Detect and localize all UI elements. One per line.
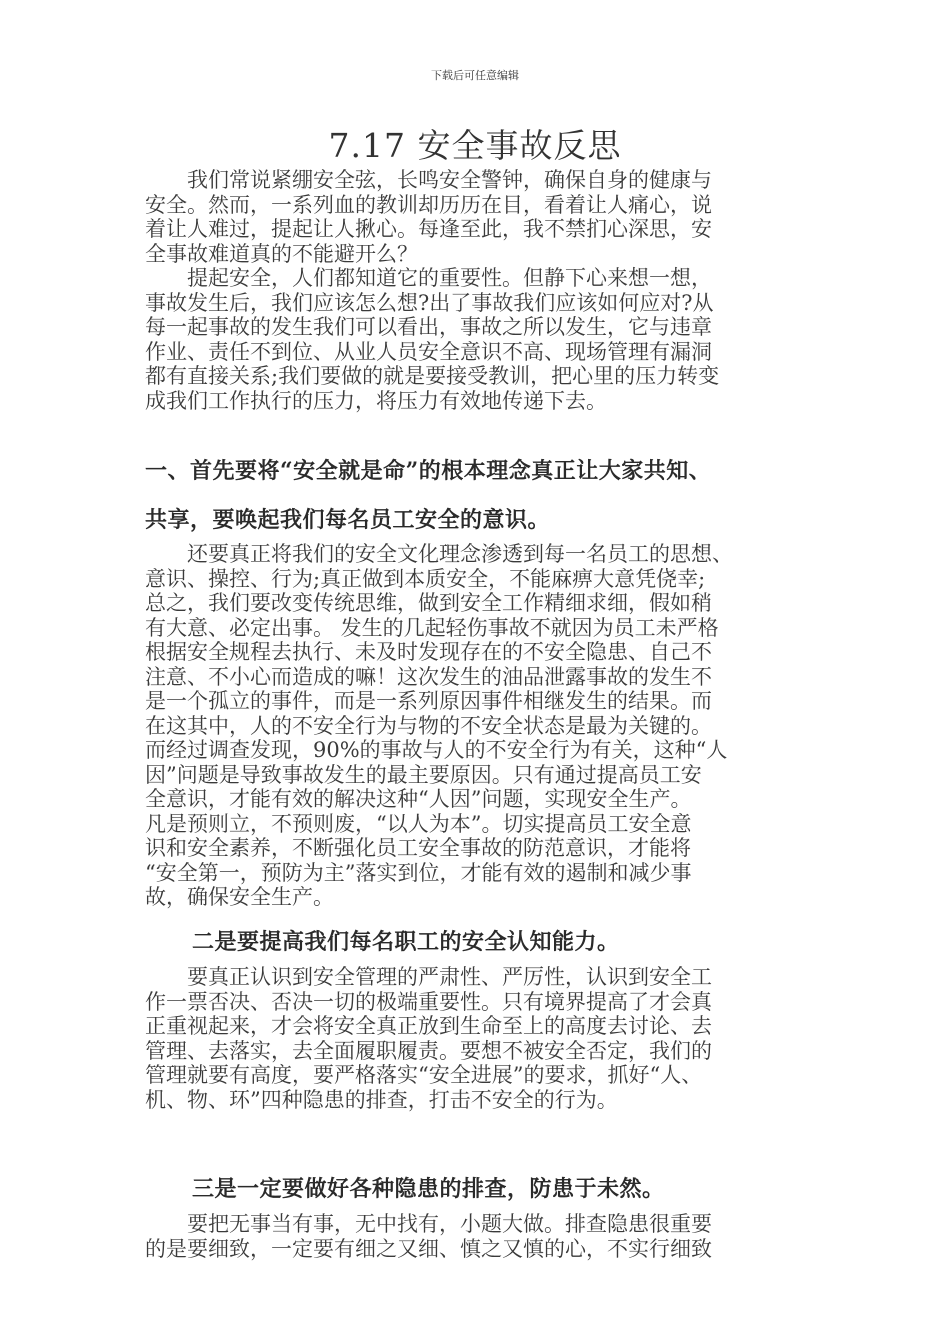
paragraph-line: 注意、不小心而造成的嘛！这次发生的油品泄露事故的发生不 xyxy=(145,664,712,689)
document-title: 7.17 安全事故反思 xyxy=(328,126,622,165)
paragraph-line: 意识、操控、行为;真正做到本质安全，不能麻痹大意凭侥幸; xyxy=(145,566,706,591)
paragraph-line: 识和安全素养，不断强化员工安全事故的防范意识，才能将 xyxy=(145,836,691,860)
paragraph-line: 要把无事当有事，无中找有，小题大做。排查隐患很重要 xyxy=(145,1212,712,1236)
paragraph-line: “安全第一，预防为主”落实到位，才能有效的遏制和减少事 xyxy=(145,860,692,885)
paragraph-line: 成我们工作执行的压力，将压力有效地传递下去。 xyxy=(145,388,607,413)
paragraph-line: 都有直接关系;我们要做的就是要接受教训，把心里的压力转变 xyxy=(145,364,720,388)
paragraph-line: 机、物、环”四种隐患的排查，打击不安全的行为。 xyxy=(145,1087,618,1112)
page-header: 下载后可任意编辑 xyxy=(431,69,519,82)
paragraph-line: 提起安全，人们都知道它的重要性。但静下心来想一想， xyxy=(145,266,712,290)
paragraph-line: 正重视起来，才会将安全真正放到生命至上的高度去讨论、去 xyxy=(145,1014,712,1038)
section-heading-1-line-1: 一、首先要将“安全就是命”的根本理念真正让大家共知、 xyxy=(145,458,712,484)
paragraph-line: 全意识，才能有效的解决这种“人因”问题，实现安全生产。 xyxy=(145,787,692,811)
paragraph-line: 每一起事故的发生我们可以看出，事故之所以发生，它与违章 xyxy=(145,315,712,339)
section-heading-1-line-2: 共享，要唤起我们每名员工安全的意识。 xyxy=(145,507,551,533)
paragraph-line: 在这其中，人的不安全行为与物的不安全状态是最为关键的。 xyxy=(145,713,712,738)
paragraph-line: 作一票否决、否决一切的极端重要性。只有境界提高了才会真 xyxy=(145,989,712,1014)
paragraph-line: 管理、去落实，去全面履职履责。要想不被安全否定，我们的 xyxy=(145,1038,712,1063)
section-heading-3: 三是一定要做好各种隐患的排查，防患于未然。 xyxy=(192,1176,665,1202)
paragraph-line: 故，确保安全生产。 xyxy=(145,885,334,909)
paragraph-line: 因”问题是导致事故发生的最主要原因。只有通过提高员工安 xyxy=(145,762,702,787)
paragraph-line: 管理就要有高度，要严格落实“安全进展”的要求，抓好“人、 xyxy=(145,1063,703,1087)
paragraph-line: 有大意、必定出事。 发生的几起轻伤事故不就因为员工未严格 xyxy=(145,615,719,640)
paragraph-line: 的是要细致，一定要有细之又细、慎之又慎的心，不实行细致 xyxy=(145,1236,712,1261)
paragraph-1 xyxy=(145,168,813,266)
paragraph-line: 全事故难道真的不能避开么？ xyxy=(145,241,418,266)
paragraph-line: 是一个孤立的事件，而是一系列原因事件相继发生的结果。而 xyxy=(145,689,712,713)
paragraph-line: 着让人难过，提起让人揪心。每逢至此，我不禁扪心深思，安 xyxy=(145,217,712,241)
paragraph-line: 还要真正将我们的安全文化理念渗透到每一名员工的思想、 xyxy=(145,542,733,566)
paragraph-line: 我们常说紧绷安全弦，长鸣安全警钟，确保自身的健康与 xyxy=(145,168,712,192)
paragraph-2 xyxy=(145,266,813,413)
paragraph-line: 凡是预则立，不预则废，“以人为本”。切实提高员工安全意 xyxy=(145,811,692,836)
paragraph-line: 总之，我们要改变传统思维，做到安全工作精细求细，假如稍 xyxy=(145,591,712,615)
paragraph-4 xyxy=(145,965,813,1112)
paragraph-line: 安全。然而，一系列血的教训却历历在目，看着让人痛心，说 xyxy=(145,192,712,217)
section-heading-2: 二是要提高我们每名职工的安全认知能力。 xyxy=(192,929,620,955)
paragraph-line: 根据安全规程去执行、未及时发现存在的不安全隐患、自己不 xyxy=(145,640,712,664)
paragraph-line: 而经过调查发现，90%的事故与人的不安全行为有关，这种“人 xyxy=(145,738,728,762)
paragraph-line: 要真正认识到安全管理的严肃性、严厉性，认识到安全工 xyxy=(145,965,712,989)
paragraph-line: 事故发生后，我们应该怎么想?出了事故我们应该如何应对?从 xyxy=(145,290,714,315)
paragraph-line: 作业、责任不到位、从业人员安全意识不高、现场管理有漏洞 xyxy=(145,339,712,364)
paragraph-5 xyxy=(145,1212,813,1261)
paragraph-3 xyxy=(145,542,813,910)
